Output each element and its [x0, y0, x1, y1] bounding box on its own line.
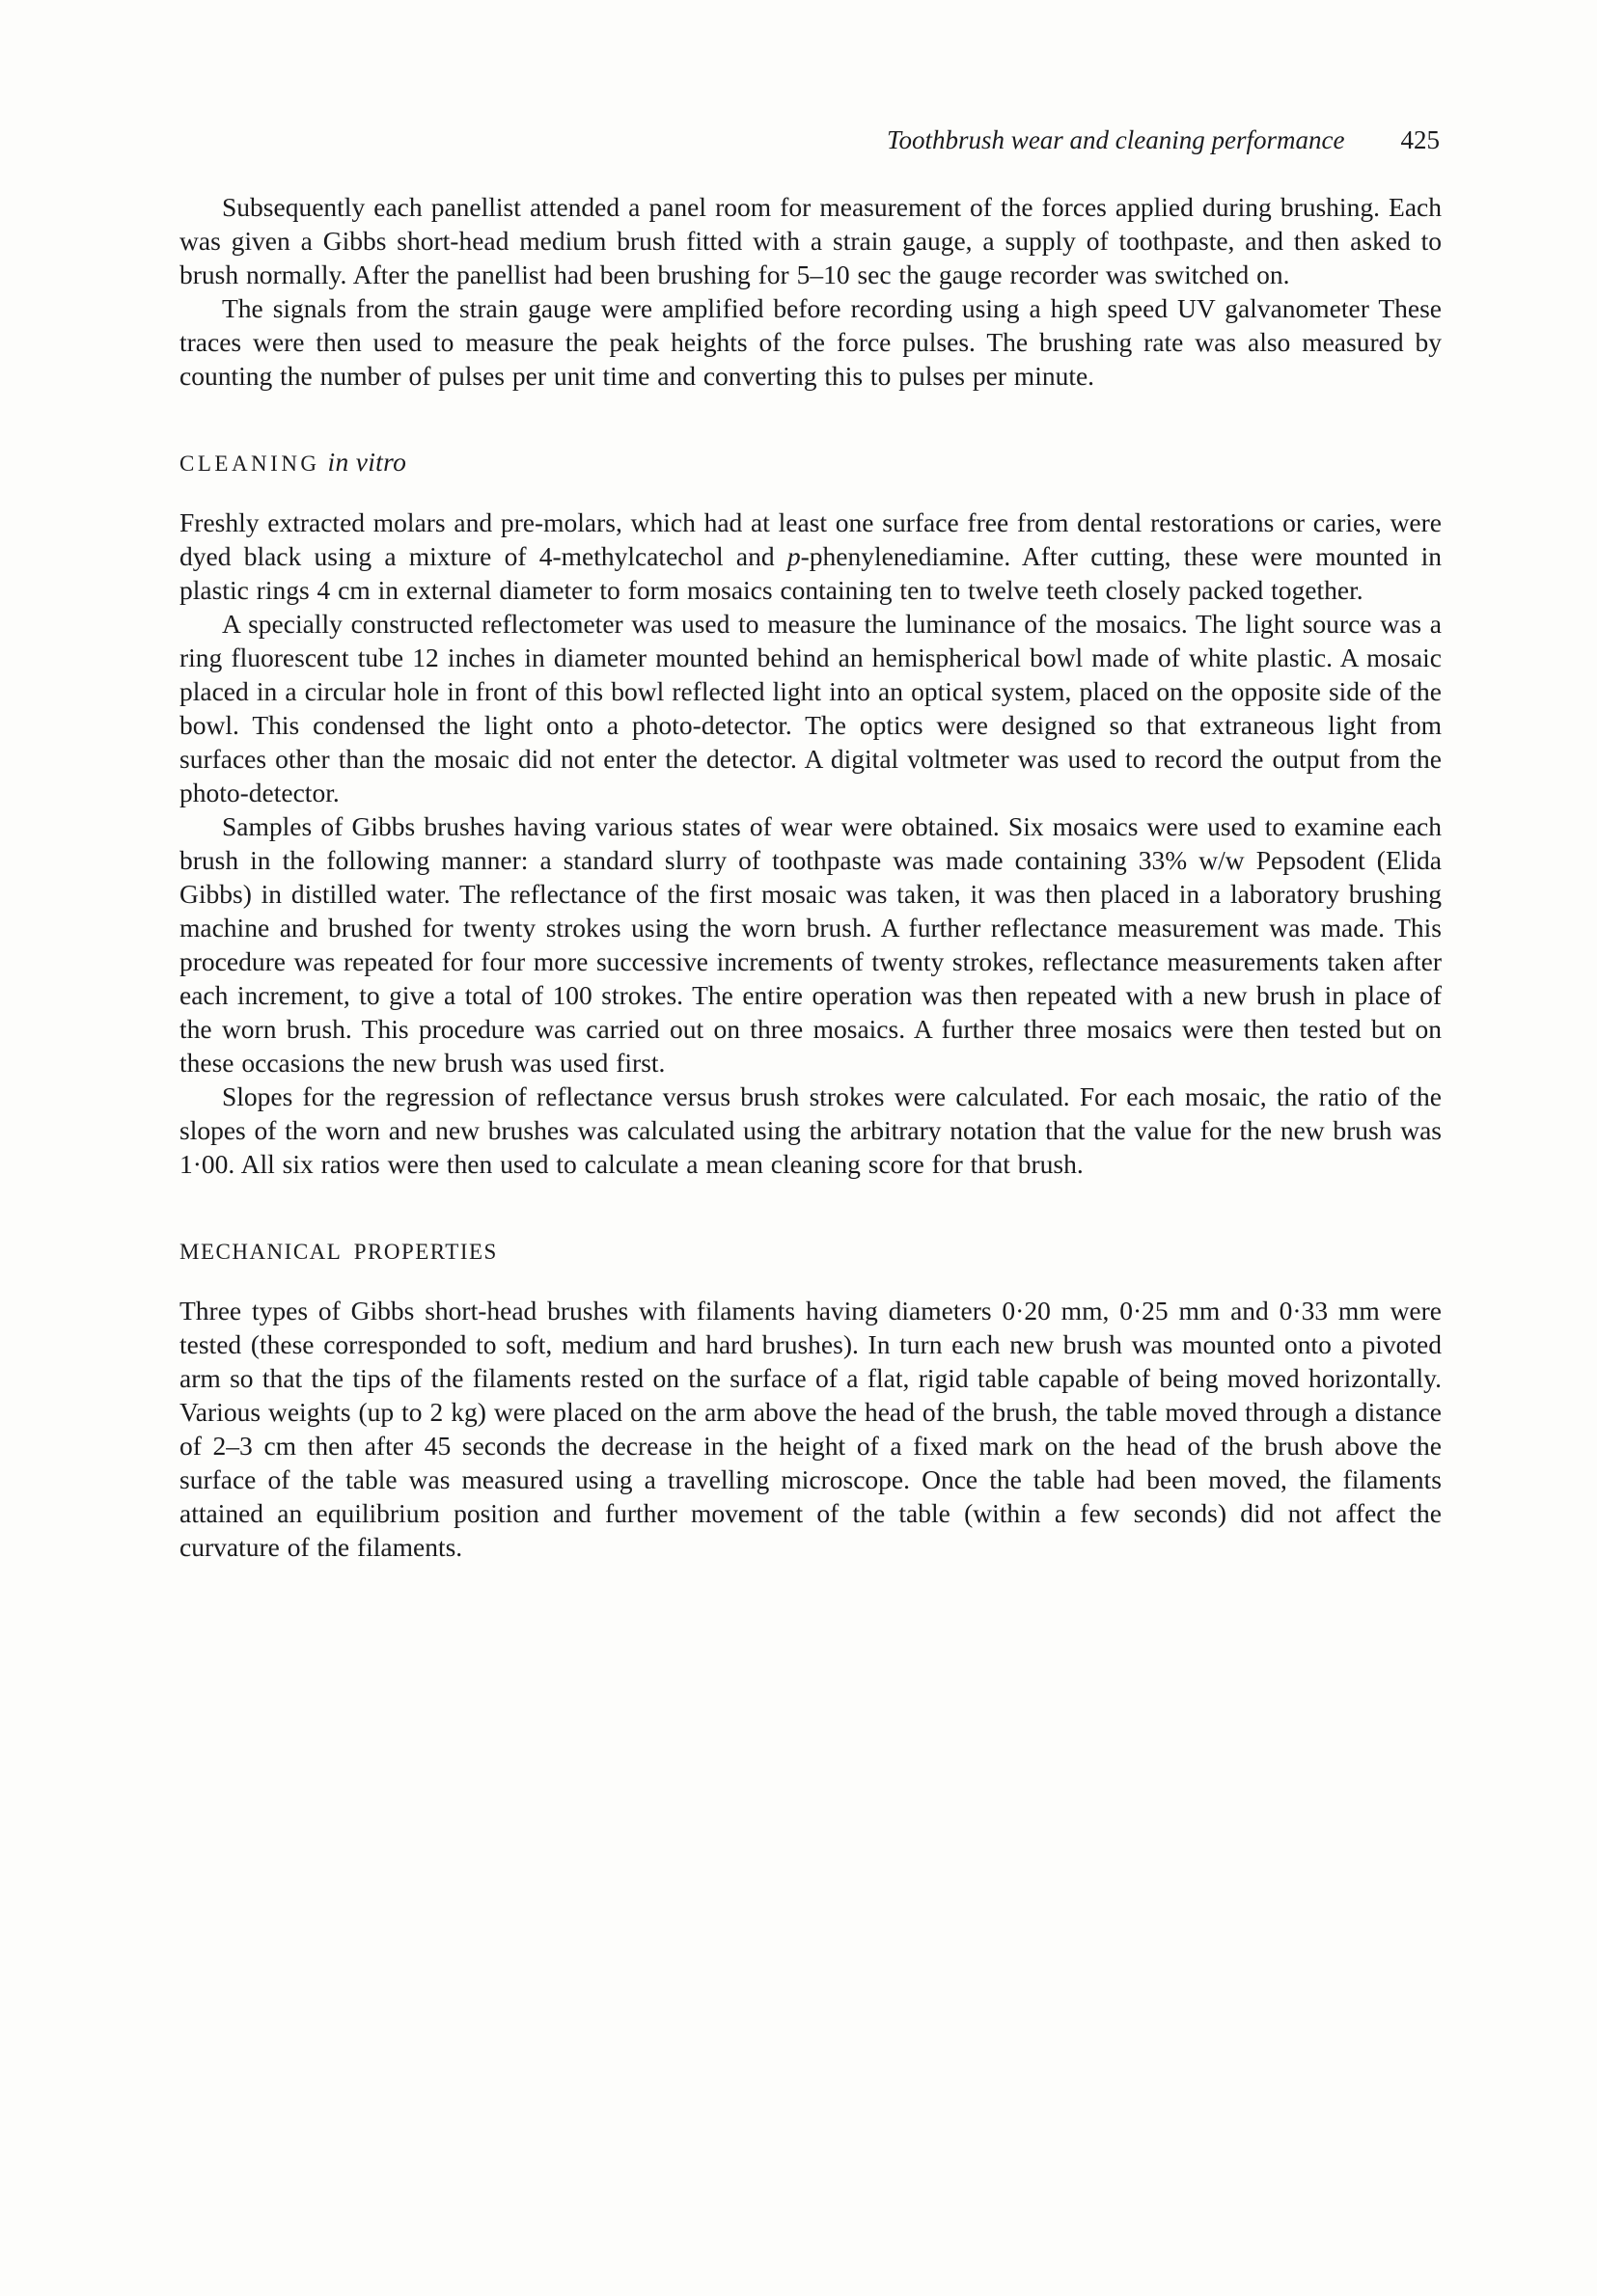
- paragraph-strain-gauge-signals: The signals from the strain gauge were amplified before recording using a high speed UV galvanometer These traces were then used to measure the peak heights of the force pulses. The brushing rate was also measured by counting the number of pulses per unit time and converting this to pulses per minute.: [179, 293, 1442, 391]
- page-number: 425: [1400, 125, 1440, 154]
- paragraph-regression-slopes: Slopes for the regression of reflectance versus brush strokes were calculated. For each mosaic, the ratio of the slopes of the worn and new brushes was calculated using the arbitrary notation that the value for the new brush was 1·00. All six ratios were then used to calculate a mean cleaning score for that brush.: [179, 1081, 1442, 1179]
- paragraph-extracted-molars: [179, 506, 1442, 607]
- paragraph-extracted-molars-italic-p: p: [786, 541, 801, 571]
- running-head-title: Toothbrush wear and cleaning performance: [887, 125, 1345, 154]
- paragraph-mechanical-properties: Three types of Gibbs short-head brushes with filaments having diameters 0·20 mm, 0·25 mm and 0·33 mm were tested (these corresponded to soft, medium and hard brushes). In turn each new brush was mounted onto a pivoted arm so that the tips of the filaments rested on the surface of a flat, rigid table capable of being moved horizontally. Various weights (up to 2 kg) were placed on the arm above the head of the brush, the table moved through a distance of 2–3 cm then after 45 seconds the decrease in the height of a fixed mark on the head of the brush above the surface of the table was measured using a travelling microscope. Once the table had been moved, the filaments attained an equilibrium position and further movement of the table (within a few seconds) did not affect the curvature of the filaments.: [179, 1296, 1442, 1562]
- section-heading-cleaning-in-vitro: [179, 445, 1442, 480]
- paragraph-reflectometer: A specially constructed reflectometer was used to measure the luminance of the mosaics. The light source was a ring fluorescent tube 12 inches in diameter mounted behind an hemispherical bowl made of white plastic. A mosaic placed in a circular hole in front of this bowl reflected light into an optical system, placed on the opposite side of the bowl. This condensed the light onto a photo-detector. The optics were designed so that extraneous light from surfaces other than the mosaic did not enter the detector. A digital voltmeter was used to record the output from the photo-detector.: [179, 609, 1442, 807]
- paragraph-brushing-forces: Subsequently each panellist attended a panel room for measurement of the forces applied during brushing. Each was given a Gibbs short-head medium brush fitted with a strain gauge, a supply of toothpaste, and then asked to brush normally. After the panellist had been brushing for 5–10 sec the gauge recorder was switched on.: [179, 192, 1442, 289]
- section-heading-italic: in vitro: [327, 447, 407, 477]
- page-body: [179, 190, 1442, 1564]
- paragraph-extracted-molars-text-a: Freshly extracted molars and pre-molars, which had at least one surface free from dental restorations or caries, were dyed black using a mixture of 4-methylcatechol and: [179, 507, 1442, 571]
- paragraph-extracted-molars-text-b: -phenylenediamine. After cutting, these were mounted in plastic rings 4 cm in external diameter to form mosaics containing ten to twelve teeth closely packed together.: [179, 541, 1442, 605]
- running-head: [179, 123, 1442, 157]
- paragraph-brush-samples: Samples of Gibbs brushes having various states of wear were obtained. Six mosaics were used to examine each brush in the following manner: a standard slurry of toothpaste was made containing 33% w/w Pepsodent (Elida Gibbs) in distilled water. The reflectance of the first mosaic was taken, it was then placed in a laboratory brushing machine and brushed for twenty strokes using the worn brush. A further reflectance measurement was made. This procedure was repeated for four more successive increments of twenty strokes, reflectance measurements taken after each increment, to give a total of 100 strokes. The entire operation was then repeated with a new brush in place of the worn brush. This procedure was carried out on three mosaics. A further three mosaics were then tested but on these occasions the new brush was used first.: [179, 811, 1442, 1078]
- section-heading-mechanical-properties: [179, 1233, 1442, 1269]
- text-column: [179, 123, 1442, 1564]
- section-heading-caps: CLEANING: [179, 451, 320, 476]
- section-heading-caps: MECHANICAL PROPERTIES: [179, 1240, 498, 1264]
